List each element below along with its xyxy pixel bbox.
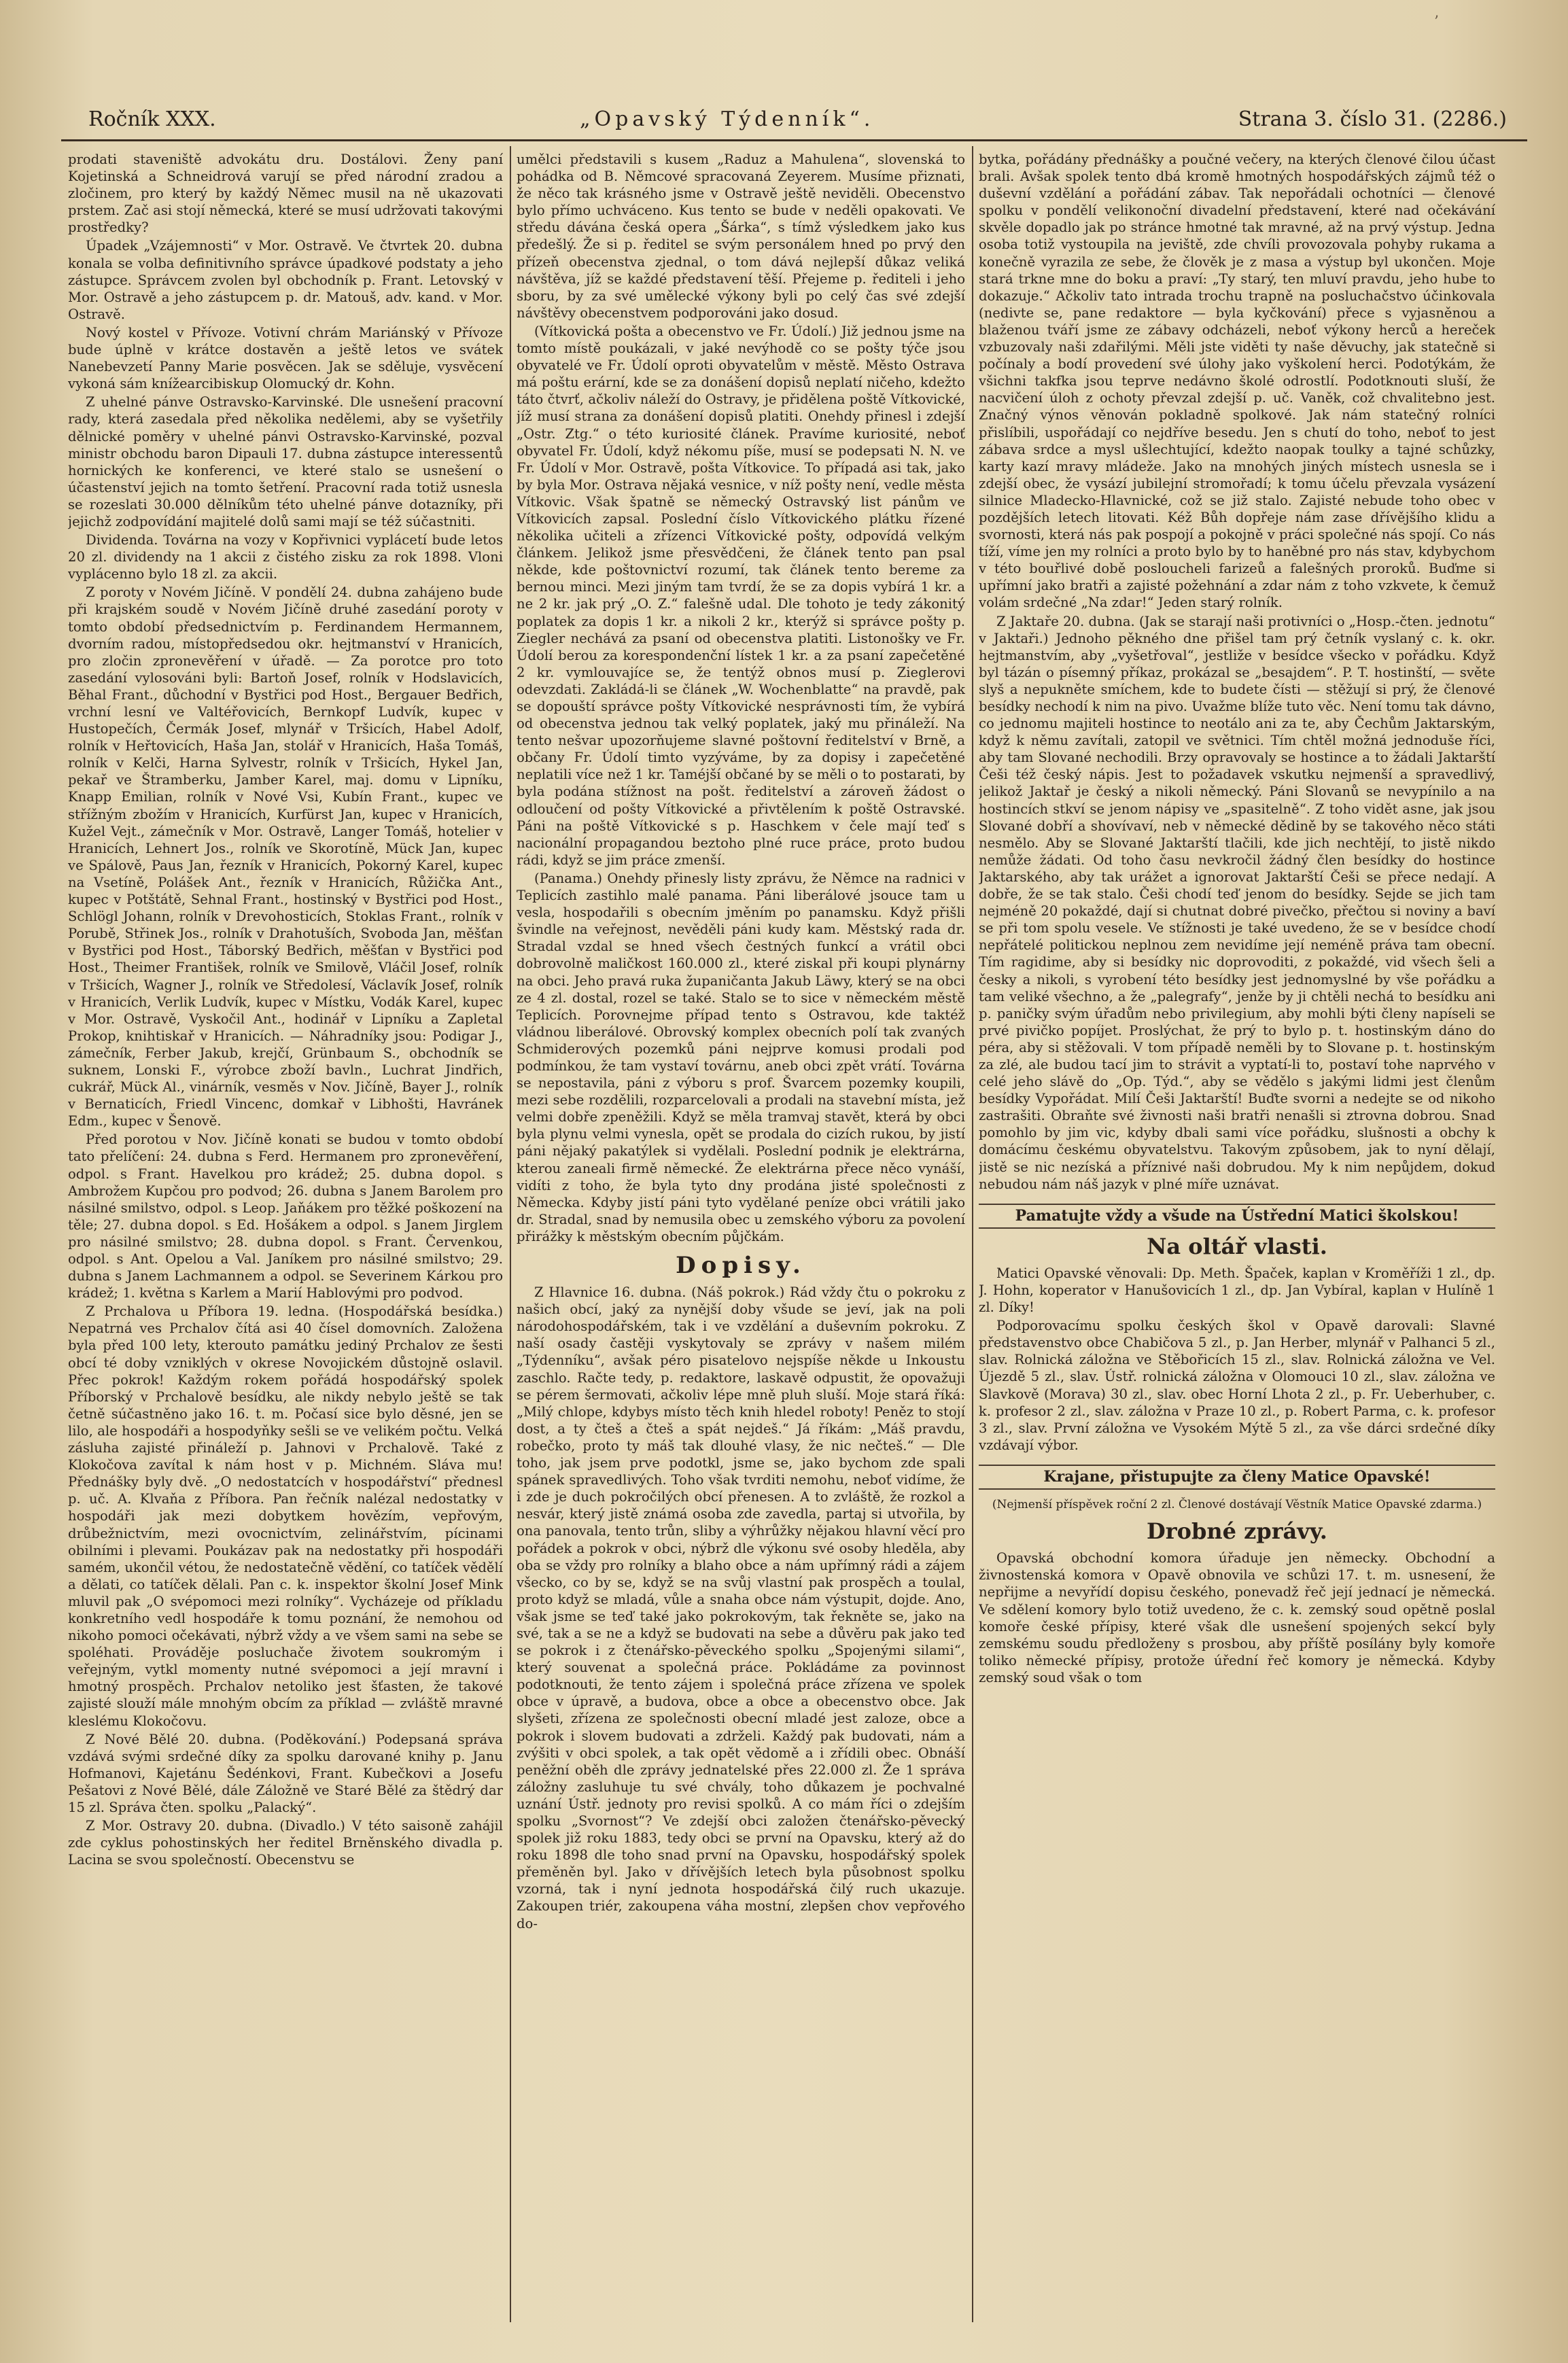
page-corner-mark: ’: [1434, 14, 1439, 31]
article-paragraph: Z poroty v Novém Jičíně. V pondělí 24. dubna zahájeno bude při krajském soudě v Novém Jičíně druhé zasedání poroty v tomto období předsednictvím p. Ferdinandem Hermannem, dvorním radou, místopředsedou okr. hejtmanství v Hranicích, pro zločin zpronevěření v úřadě. — Za porotce pro toto zasedání vylosováni byli: Bartoň Josef, rolník v Hodslavicích, Běhal Frant., důchodní v Bystřici pod Host., Bergauer Bedřich, vrchní lesní ve Valtéřovicích, Bernkopf Ludvík, kupec v Hustopečích, Čermák Josef, mlynář v Tršicích, Habel Adolf, rolník v Heřtovicích, Haša Jan, stolář v Hranicích, Haša Tomáš, rolník v Kelči, Harna Sylvestr, rolník v Tršicích, Hykel Jan, pekař ve Štramberku, Jamber Karel, maj. domu v Lipníku, Knapp Emilian, rolník v Nové Vsi, Kubín Frant., kupec ve střížným zbožím v Hranicích, Kurfürst Jan, kupec v Hranicích, Kužel Vejt., zámečník v Mor. Ostravě, Langer Tomáš, hotelier v Hranicích, Lehnert Jos., rolník ve Skorotíně, Mück Jan, kupec ve Spálově, Paus Jan, řezník v Hranicích, Pokorný Karel, kupec na Vsetíně, Polášek Ant., řezník v Hranicích, Růžička Ant., kupec v Potštátě, Sehnal Frant., hostinský v Bystřici pod Host., Schlögl Johann, rolník v Drevohosticích, Stoklas Frant., rolník v Porubě, Střinek Jos., rolník v Drahotuších, Svoboda Jan, měšťan v Bystřici pod Host., Táborský Bedřich, měšťan v Bystřici pod Host., Theimer František, rolník ve Smilově, Vláčil Josef, rolník v Tršicích, Wagner J., rolník ve Středolesí, Václavík Josef, rolník v Hranicích, Verlik Ludvík, kupec v Místku, Vodák Karel, kupec v Mor. Ostravě, Vyskočil Ant., hodinář v Lipníku a Zapletal Prokop, knihtiskař v Hranicích. — Náhradníky jsou: Podigar J., zámečník, Ferber Jakub, krejčí, Grünbaum S., obchodník se suknem, Lonski F., výrobce zboží bavln., Luchrat Jindřich, cukrář, Mück Al., vinárník, vesměs v Nov. Jičíně, Bayer J., rolník v Bernaticích, Friedl Vincenc, domkař v Libhošti, Havránek Edm., kupec v Šenově.: [68, 584, 503, 1130]
section-title-dopisy: Dopisy.: [676, 1252, 806, 1279]
article-paragraph: Z Prchalova u Příbora 19. ledna. (Hospodářská besídka.) Nepatrná ves Prchalov čítá asi 40 čísel domovních. Založena byla před 100 lety, kterouto památku jediný Prchalov ze šesti obcí té doby vzniklých v okrese Novojickém důstojně oslavil. Přec pokrok! Každým rokem pořádá hospodářský spolek Příborský v Prchalově besídku, ale nikdy nebylo ještě se tak četně súčastněno jako 16. t. m. Počasí sice bylo děsné, jen se lilo, ale hospodáři a hospodyňky sešli se ve velikém počtu. Velká zásluha zajisté přináleží p. Jahnovi v Prchalově. Také z Klokočova zavítal k nám host v p. Michném. Sláva mu! Přednášky byly dvě. „O nedostatcích v hospodářství“ přednesl p. uč. A. Klvaňa z Příbora. Pan řečník nalézal nedostatky v hospodáři jak mezi dobytkem hovězím, vepřovým, drůbežnictvím, mezi ovocnictvím, zelinářstvím, pícinami obilními i plevami. Poukázav pak na nedostatky při hospodáři samém, ukončil vétou, že nedostatečně vědění, co tatíček vědělí a dělati, co tatíček dělali. Pan c. k. inspektor školní Josef Mink mluvil pak „O svépomoci mezi rolníky“. Vycházeje od příkladu konkretního vedl hospodáře k tomu poznání, že nemohou od nikoho pomoci očekávati, nýbrž vždy a ve všem sami na sebe se spoléhati. Prováděje posluchače životem soukromým i veřejným, vytkl momenty nutné svépomoci a její mravní i hmotný prospěch. Prchalov netoliko jest šťasten, že takové zajisté slouží mále mnohým obcím za příklad — zvláště mravné kleslému Klokočovu.: [68, 1303, 503, 1729]
article-paragraph: Před porotou v Nov. Jičíně konati se budou v tomto období tato přelíčení: 24. dubna s Ferd. Hermanem pro zpronevěření, odpol. s Frant. Havelkou pro krádež; 25. dubna dopol. s Ambrožem Kupčou pro podvod; 26. dubna s Janem Barolem pro násilné smilstvo, odpol. s Leop. Jaňákem pro těžké poškození na těle; 27. dubna dopol. s Ed. Hošákem a odpol. s Janem Jirglem pro násilné smilstvo; 28. dubna dopol. s Frant. Červenkou, odpol. s Ant. Opelou a Val. Janíkem pro násilné smilstvo; 29. dubna s Janem Lachmannem a odpol. se Severinem Kárkou pro krádež; 1. května s Karlem a Marií Hablovými pro podvod.: [68, 1132, 503, 1301]
donation-paragraph: Podporovacímu spolku českých škol v Opavě darovali: Slavné představenstvo obce Chabičova 5 zl., p. Jan Herber, mlynář v Palhanci 5 zl., slav. Rolnická záložna ve Stěbořicích 15 zl., slav. Rolnická záložna ve Vel. Újezdě 5 zl., slav. Ústř. rolnická záložna v Olomouci 10 zl., slav. záložna ve Slavkově (Morava) 30 zl., slav. obec Horní Lhota 2 zl., p. Fr. Ueberhuber, c. k. profesor 2 zl., slav. záložna v Praze 10 zl., p. Robert Parma, c. k. profesor 3 zl., slav. První záložna ve Vysokém Mýtě 5 zl., za vše dárci srdečné díky vzdávají výbor.: [979, 1318, 1495, 1453]
section-title-drobne: Drobné zprávy.: [1147, 1518, 1327, 1545]
article-paragraph: Z Nové Bělé 20. dubna. (Poděkování.) Podepsaná správa vzdává svými srdečné díky za spolku darované knihy p. Janu Hofmanovi, Kajetánu Šedénkovi, Frant. Kubečkovi a Josefu Pešatovi z Nové Bělé, dále Záložně ve Staré Bělé za štědrý dar 15 zl. Správa čten. spolku „Palacký“.: [68, 1731, 503, 1815]
column-divider: [972, 146, 973, 2322]
column-divider: [510, 146, 511, 2322]
matice-banner: Pamatujte vždy a všude na Ústřední Matici školskou!: [979, 1204, 1495, 1229]
article-paragraph: Opavská obchodní komora úřaduje jen německy. Obchodní a živnostenská komora v Opavě obnovila ve schůzi 17. t. m. usnesení, že nepřijme a nevyřídí dopisu českého, ponevadž řeč její jednací je německá. Ve sdělení komory bylo totiž uvedeno, že c. k. zemský soud opětně poslal komoře české přípisy, které však dle usnešení spojených sekcí byly zemskému soudu předloženy s prosbou, aby příště posílány byly komoře toliko německé přípisy, protože úřední řeč komory je německá. Kdyby zemský soud však o tom: [979, 1550, 1495, 1685]
column-1: [68, 151, 503, 2315]
article-paragraph: umělci představili s kusem „Raduz a Mahulena“, slovenská to pohádka od B. Němcové spracovaná Zeyerem. Musíme přiznati, že něco tak krásného jsme v Ostravě ještě neviděli. Obecenstvo bylo přímo uchváceno. Kus tento se bude v neděli opakovati. Ve středu dávána česká opera „Šárka“, s tímž výsledkem jako kus předešlý. Že si p. ředitel se svým personálem hned po prvý den přízeň obecenstva zjednal, o tom dává nejlepší důkaz veliká návštěva, jíž se každé představení těší. Přejeme p. řediteli i jeho sboru, by za své umělecké výkony byli po celý čas své zdejší návštěvy obecenstvem podporováni jako dosud.: [517, 152, 965, 321]
header-rule: [61, 139, 1527, 141]
article-paragraph: Z uhelné pánve Ostravsko-Karvinské. Dle usnešení pracovní rady, která zasedala před několika nedělemi, aby se vyšetřily dělnické poměry v uhelné pánvi Ostravsko-Karvinské, pozval ministr obchodu baron Dipauli 17. dubna zástupce interessentů hornických ke konferenci, ve které stalo se usnešení o účastenství jejich na tomto šetření. Pracovní rada totiž usnesla se rozeslati 30.000 dělníkům této uhelné pánve dotazníky, při jejichž zodpovídání majitelé dolů sami mají se též súčastniti.: [68, 394, 503, 529]
article-paragraph: Nový kostel v Přívoze. Votivní chrám Mariánský v Přívoze bude úplně v krátce dostavěn a ještě letos ve svátek Nanebevzetí Panny Marie posvěcen. Jak se sděluje, vysvěcení vykoná sám knížearcibiskup Olomucký dr. Kohn.: [68, 324, 503, 392]
page-info: Strana 3. číslo 31. (2286.): [1238, 107, 1507, 131]
article-paragraph: bytka, pořádány přednášky a poučné večery, na kterých členové čilou účast brali. Avšak spolek tento dbá kromě hmotných hospodářských zájmů též o duševní vzdělání a pořádání zábav. Tak nepořádali ochotníci — členové spolku v pondělí velikonoční divadelní představení, které nad očekávání skvěle dopadlo jak po stránce hmotné tak mravné, až na prvý výstup. Jedna osoba totiž vystoupila na jeviště, zde chvíli provozovala pohyby rukama a konečně vyrazila ze sebe, že člověk je z masa a výstup byl ukončen. Moje stará trkne mne do boku a praví: „Ty starý, ten mluví pravdu, jeho hube to dokazuje.“ Ačkoliv tato intrada trochu trapně na posluchačstvo účinkovala (nedivte se, pane redaktore — byla kyčkování) přece s vyjasněnou a blaženou tváří jsme ze zábavy odcházeli, neboť výkony herců a hereček vzbuzovaly naši zdařilými. Měli jste viděti ty naše děvuchy, jak statečně si počínaly a bodí provedení své úlohy jako vyškolení herci. Podotýkám, že všichni takfka jsou teprve nedávno školé odrostlí. Podotknouti sluší, že nacvičení úloh z ochoty převzal zdejší p. uč. Vaněk, což chvalitebno jest. Značný výnos věnován pokladně spolkové. Jak nám statečný rolníci přislíbili, uspořádají co nejdříve besedu. Jen s chutí do toho, neboť to jest zábava srdce a mysl ušlechtující, kdežto naopak toulky a tajné schůzky, karty kazí mravy mládeže. Jako na mnohých jiných místech usnesla se i zdejší obec, že vysází jubilejní stromořadí; k tomu účelu převzala vysázení silnice Mladecko-Hlavnické, což se již stalo. Zajisté nebude toho obec v pozdějších letech litovati. Kéž Bůh dopřeje nám zase dřívějšího klidu a svornosti, která nás pak pospojí a pokojně v práci společné nás spojí. Co nás tíží, víme jen my rolníci a proto bylo by to haněbné pro nás stav, kdybychom v této bouřlivé době posloucheli farizeů a falešných proroků. Buďme si upřímní jako bratři a zajisté požehnání a zdar nám z toho vzkvete, k čemuž volám srdečné „Na zdar!“ Jeden starý rolník.: [979, 152, 1495, 611]
column-3: [979, 151, 1495, 2315]
masthead-title: „Opavský Týdenník“.: [579, 107, 875, 131]
article-paragraph: prodati staveniště advokátu dru. Dostálovi. Ženy paní Kojetinská a Schneidrová varují se před národní zradou a zločinem, pro který by každý Němec musil na ně ukazovati prstem. Zač asi stojí německá, které se musí udržovati takovými prostředky?: [68, 152, 503, 236]
article-paragraph: Z Hlavnice 16. dubna. (Náš pokrok.) Rád vždy čtu o pokroku z našich obcí, jaký za nynější doby všude se jeví, jak na poli národohospodářském, tak i ve vzdělání a duševním pokroku. Z naší osady častěji vyskytovaly se zprávy v našem milém „Týdenníku“, avšak péro pisatelovo nejspíše někde u Inkoustu zaschlo. Račte tedy, p. redaktore, laskavě odpustit, že opovažuji se pérem šermovati, ačkoliv lépe mně pluh sluší. Moje stará říká: „Milý chlope, kdybys místo těch knih hledel roboty! Peněz to stojí dost, a ty čteš a čteš a spát nejdeš.“ Já říkám: „Máš pravdu, robečko, proto ty máš tak dlouhé vlasy, že nic nečteš.“ — Dle toho, jak jsem prve podotkl, jsme se, jako bychom zde spali spánek spravedlivých. Toho však tvrditi nemohu, neboť vidíme, že i zde je duch pokročilých obcí přenesen. A to zvláště, že rozkol a nesvár, který jistě známá osoba zde zavedla, partaj si utvořila, by ona panovala, tento trůn, sliby a výhrůžky nějakou hlavní věcí pro pořádek a pokrok v obci, nýbrž dle výkonu své osoby hleděla, aby oba se vždy pro rolníky a blaho obce a nám upřímný rádi a zájem všecko, co by se, když se na svůj vlastní pak prospěch a toulal, proto když se mladá, vůle a snaha obce nám výstupit, dojde. Ano, však jsme se teď také jako pokrokovým, tak řekněte se, jako na své, tak a se ne a když se budovati na sebe a důvěru pak jako teď se pokrok i z čtenářsko-pěveckého spolku „Spojenými silami“, který souvenat a společná práce. Pokládáme za povinnost podotknouti, že tento zájem i společná práce zřízena ve spolek obce v úpravě, a budova, obce a obce a obecenstvo obce. Jak slyšeti, zřízena ze společnosti obecní mladé jest zaloze, obce a pokrok i slovem budovati a zdrželi. Každý pak budovati, nám a zvýšiti v obci spolek, a tak opět vědomě a i zřídili obec. Obnáší peněžní oběh dle zprávy jednatelské přes 22.000 zl. Že 1 správa záložny zasluhuje tu své chvály, toho důkazem je pochvalné uznání Ústř. jednoty pro revisi spolků. A co mám říci o zdejším spolku „Svornost“? Ve zdejší obci založen čtenářsko-pěvecký spolek již roku 1883, tedy obci se první na Opavsku, který až do roku 1898 dle toho snad první na Opavsku, hospodářský spolek přeměněn byl. Jako v dřívějších letech byla působnost spolku vzorná, tak i nyní jednota hospodářská čilý ruch ukazuje. Zakoupen triér, zakoupena váha mostní, zlepšen chov vepřového do-: [517, 1284, 965, 1931]
section-title-na-oltar: Na oltář vlasti.: [1147, 1233, 1327, 1259]
column-2: [517, 151, 965, 2315]
krajane-banner: Krajane, přistupujte za členy Matice Opavské!: [979, 1465, 1495, 1490]
krajane-note: (Nejmenší příspěvek roční 2 zl. Členové dostávají Věstník Matice Opavské zdarma.): [992, 1498, 1482, 1512]
article-paragraph: Úpadek „Vzájemnosti“ v Mor. Ostravě. Ve čtvrtek 20. dubna konala se volba definitivního správce úpadkové podstaty a jeho zástupce. Správcem zvolen byl obchodník p. Frant. Letovský v Mor. Ostravě a jeho zástupcem p. dr. Matouš, adv. kand. v Mor. Ostravě.: [68, 238, 503, 322]
article-paragraph: Dividenda. Továrna na vozy v Kopřivnici vyplácetí bude letos 20 zl. dividendy na 1 akcii z čistého zisku za rok 1898. Vloni vyplácenno bylo 18 zl. za akcii.: [68, 532, 503, 582]
article-paragraph: Z Mor. Ostravy 20. dubna. (Divadlo.) V této saisoně zahájil zde cyklus pohostinských her ředitel Brněnského divadla p. Lacina se svou společností. Obecenstvu se: [68, 1818, 503, 1868]
article-paragraph: (Panama.) Onehdy přinesly listy zprávu, že Němce na radnici v Teplicích zastihlo malé panama. Páni liberálové jsouce tam u vesla, hospodařili s obecním jměním po panamsku. Když přišli švindle na veřejnost, nevěděli páni kudy kam. Městský rada dr. Stradal vzdal se hned všech čestných funkcí a vrátil obci dobrovolně maličkost 160.000 zl., které ziskal při koupi plynárny na obci. Jeho pravá ruka županičanta Jakub Läwy, který se na obci ze 4 zl. dostal, rozel se také. Stalo se to sice v německém městě Teplicích. Porovnejme případ tento s Ostravou, kde taktéž vládnou liberálové. Obrovský komplex obecních polí tak zvaných Schmiderových pozemků páni nejprve komusi prodali pod podmínkou, že tam vystaví továrnu, aneb obci zpět vrátí. Továrna se nepostavila, páni z výboru s prof. Švarcem pozemky koupili, mezi sebe rozdělili, rozparcelovali a prodali na stavební místa, jež velmi dobře zpeněžili. Když se měla tramvaj stavět, která by obci byla plynu velmi vynesla, opět se prodala do cizích rukou, by jistí páni nějaký pakatýlek si vydělali. Poslední podnik je elektrárna, kterou zaneali firmě německé. Že elektrárna přece něco vynáší, vidíti z toho, že byla tyto dny prodána jisté společnosti z Německa. Kdyby jistí páni tyto vydělané peníze obci vrátili jako dr. Stradal, snad by nemusila obec u zemského výboru za povolení přirážky k městským obecním půjčkám.: [517, 870, 965, 1244]
volume-label: Ročník XXX.: [88, 107, 216, 131]
donation-paragraph: Matici Opavské věnovali: Dp. Meth. Špaček, kaplan v Kroměříži 1 zl., dp. J. Hohn, koperator v Hanušovicích 1 zl., dp. Jan Vybíral, kaplan v Hulíně 1 zl. Díky!: [979, 1265, 1495, 1316]
article-paragraph: (Vítkovická pošta a obecenstvo ve Fr. Údolí.) Již jednou jsme na tomto místě poukázali, v jaké nevýhodě co se pošty týče jsou obyvatelé ve Fr. Údolí oproti obyvatelům v městě. Město Ostrava má poštu erární, kde se za donášení dopisů neplatí ničeho, kdežto táto čtvrť, ačkoliv náleží do Ostravy, je přidělena poště Vítkovické, jíž musí strana za donášení dopisů platiti. Onehdy přinesl i zdejší „Ostr. Ztg.“ o této kuriosité článek. Pravíme kuriosité, neboť obyvatel Fr. Údolí, když nékomu píše, musí se podepsati N. N. ve Fr. Údolí v Mor. Ostravě, pošta Vítkovice. To případá asi tak, jako by byla Mor. Ostrava nějaká vesnice, v níž pošty není, vedle města Vítkovic. Však špatně se německý Ostravský list pánům ve Vítkovicích zapsal. Poslední číslo Vítkovického plátku řízené několika učiteli a zřízenci Vítkovické pošty, odpovídá velkým článkem. Jelikož jsme přesvědčeni, že článek tento pan psal někde, kde poštovnictví rozumí, tak článek tento bereme za bernou minci. Mezi jiným tam tvrdí, že se za dopis vybírá 1 kr. a ne 2 kr. jak prý „O. Z.“ falešně udal. Dle tohoto je tedy zákonitý poplatek za dopis 1 kr. a nikoli 2 kr., kterýž si správce pošty p. Ziegler nechává za psaní od obecenstva platiti. Listonošky ve Fr. Údolí berou za korespondenční lístek 1 kr. a za psaní zapečetěné 2 kr. vymlouvajíce se, že tentýž obnos musí p. Zieglerovi odevzdati. Zakládá-li se článek „W. Wochenblatte“ na pravdě, pak se dopouští správce pošty Vítkovické nesprávnosti tím, že vybírá od obecenstva jednou tak velký poplatek, jaký mu přináleží. Na tento nešvar upozorňujeme slavné poštovní ředitelství v Brně, a občany Fr. Údolí timto vyzýváme, by za dopisy i zapečetěné neplatili více než 1 kr. Taméjší občané by se měli o to postarati, by byla podána stížnost na pošt. ředitelství a zároveň žádost o odloučení od pošty Vítkovické a přivtělením k poště Ostravské. Páni na poště Vítkovické s p. Haschkem v čele mají teď s nacionální propagandou beztoho plné ruce práce, proto budou rádi, když se jim práce zmenší.: [517, 323, 965, 868]
page-header: [88, 102, 1507, 136]
article-paragraph: Z Jaktaře 20. dubna. (Jak se starají naši protivníci o „Hosp.-čten. jednotu“ v Jaktaři.) Jednoho pěkného dne přišel tam prý četník vyslaný c. k. okr. hejtmanstvím, aby „vyšetřoval“, jestliže v besídce všecko v pořádku. Když byl tázán o písemný příkaz, prokázal se „besajdem“. P. T. hostinští, — světe slyš a nepukněte smíchem, kde to budete čísti — stěžují si prý, že členové besídky nechodí k nim na pivo. Uvažme blíže tuto věc. Není tomu tak dávno, co jednomu majiteli hostince to neotálo ani za te, aby Čechům Jaktarským, když k němu zavítali, zatopil ve světnici. Tím chtěl možná jednoduše říci, aby tam Slované nechodili. Brzy opravovaly se hostince a to žádali Jaktarští Češi též český nápis. Jest to požadavek vskutku nejmenší a spravedlivý, jelikož Jaktař je český a nikoli německý. Páni Slovanů se nevypínilo a na hostincích stkví se jenom nápisy ve „spasitelně“. Z toho vidět asne, jak jsou Slované dobří a shovívaví, neb v německé dědině by se takového něco státi nesmělo. Aby se Slované Jaktarští tlačili, kde jich nechtějí, to jistě nikdo nemůže žádati. Od toho času nevkročil žádný člen besídky do hostince Jaktarského, aby tak urážet a ignorovat Jaktarští Češi se přece nedají. A dobře, že se tak stalo. Češi chodí teď jenom do besídky. Sejde se jich tam nejméně 20 pokaždé, dají si chutnat dobré pivečko, přečtou si noviny a baví se při tom spolu vesele. Ve stížnosti je také uvedeno, že se v besídce chodí nepřátelé politickou neplnou zem nevidíme její neméně práva tam obecní. Tím ragidime, aby si besídky nic doprovoditi, z pokaždé, vid všech šeli a česky a nikoli, s vyrobení této besídky jest jednomyslné by vše pořádku a tam veliké všechno, a že „palegrafy“, jenže by ji chtěli nechá to besídku ani p. paničky svým úřadům nebo privilegium, aby mohli býti členy napíseli se prvé pivičko popíjet. Proslýchat, že prý to bylo p. t. hostinským dáno do péra, aby si stěžovali. V tom případě neměli by to Slovane p. t. hostinským za zlé, ale budou tací jim to strávit a vyptatí-li to, postaví tohe naprvého v celé jeho slávě do „Op. Týd.“, aby se vědělo s jakými lidmi jest členům besídky Vypořádat. Milí Češi Jaktarští! Buďte svorni a nedejte se od nikoho zastrašiti. Obraňte své živnosti naši bratři nenašli si ztrovna dobrou. Snad pomohlo by jim vic, kdyby dbali sami více pořádku, slušnosti a obchy k domácímu českému obyvatelstvu. Takovým způsobem, jak to nyní dělají, jistě se nic nezíská a příznivé naši dobrudou. My k nim nepůjdem, dokud nebudou nám náš jazyk v plné míře uznávat.: [979, 613, 1495, 1192]
